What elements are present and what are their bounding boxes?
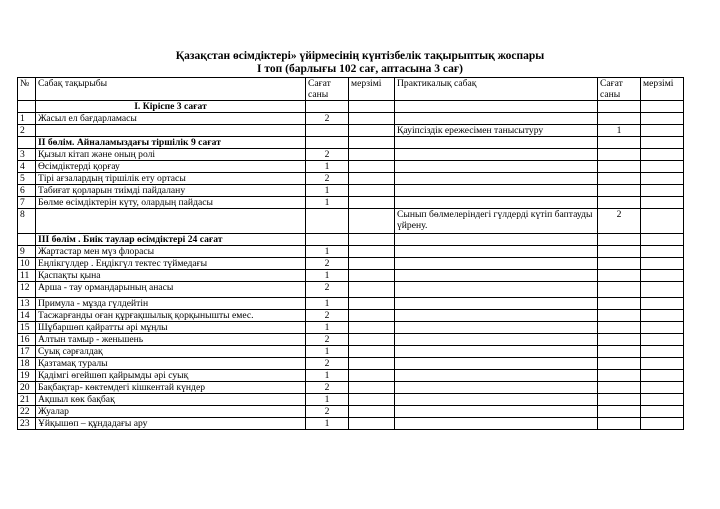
row-hours-practical [598, 322, 641, 334]
row-date [349, 258, 395, 270]
section-row [18, 137, 684, 149]
row-topic [36, 125, 306, 137]
table-row [18, 322, 684, 334]
row-date [349, 334, 395, 346]
row-date [349, 125, 395, 137]
row-date [349, 149, 395, 161]
row-number: 5 [18, 173, 36, 185]
row-hours: 2 [306, 113, 349, 125]
row-number: 4 [18, 161, 36, 173]
header-practical: Практикалық сабақ [395, 78, 598, 101]
row-hours-practical [598, 418, 641, 430]
row-date-practical [641, 258, 684, 270]
row-date [349, 370, 395, 382]
row-date [349, 418, 395, 430]
table-row [18, 125, 684, 137]
row-date [349, 346, 395, 358]
row-hours-practical [598, 406, 641, 418]
row-topic: Тасжарғанды оған құрғақшылық қорқынышты емес. [36, 310, 306, 322]
row-hours: 1 [306, 246, 349, 258]
header-date: мерзімі [349, 78, 395, 101]
row-hours-practical [598, 149, 641, 161]
row-hours: 1 [306, 418, 349, 430]
row-hours: 2 [306, 149, 349, 161]
table-row [18, 113, 684, 125]
row-number: 9 [18, 246, 36, 258]
row-hours: 1 [306, 270, 349, 282]
row-topic: Примула - мұзда гүлдейтін [36, 298, 306, 310]
row-topic: Жуалар [36, 406, 306, 418]
row-date [349, 161, 395, 173]
row-number: 19 [18, 370, 36, 382]
table-row [18, 310, 684, 322]
row-topic: Қаспақты қына [36, 270, 306, 282]
row-practical [395, 270, 598, 282]
row-number: 10 [18, 258, 36, 270]
table-row [18, 346, 684, 358]
table-row [18, 197, 684, 209]
row-practical [395, 346, 598, 358]
row-number: 6 [18, 185, 36, 197]
row-hours-practical [598, 113, 641, 125]
row-practical [395, 161, 598, 173]
row-date-practical [641, 149, 684, 161]
section-row [18, 234, 684, 246]
row-practical [395, 406, 598, 418]
table-row [18, 382, 684, 394]
table-row [18, 394, 684, 406]
row-hours-practical [598, 185, 641, 197]
row-practical [395, 382, 598, 394]
row-hours: 1 [306, 370, 349, 382]
row-date [349, 113, 395, 125]
section-row [18, 101, 684, 113]
row-date-practical [641, 197, 684, 209]
row-practical [395, 322, 598, 334]
row-hours: 1 [306, 197, 349, 209]
row-practical: Қауіпсіздік ережесімен танысытуру [395, 125, 598, 137]
row-date-practical [641, 358, 684, 370]
row-practical [395, 197, 598, 209]
row-topic: Қызыл кітап және оның ролі [36, 149, 306, 161]
section-num-cell [18, 234, 36, 246]
row-number: 23 [18, 418, 36, 430]
row-date-practical [641, 125, 684, 137]
section-empty-cell [641, 234, 684, 246]
section-empty-cell [349, 234, 395, 246]
row-date [349, 406, 395, 418]
row-hours-practical [598, 346, 641, 358]
section-title: III бөлім . Биік таулар өсімдіктері 24 сағат [36, 234, 306, 246]
table-row [18, 298, 684, 310]
row-hours: 2 [306, 382, 349, 394]
row-number: 22 [18, 406, 36, 418]
section-title: II бөлім. Айналамыздағы тіршілік 9 сағат [36, 137, 306, 149]
row-practical [395, 149, 598, 161]
row-practical [395, 418, 598, 430]
row-number: 15 [18, 322, 36, 334]
section-empty-cell [349, 137, 395, 149]
header-hours-practical: Сағат саны [598, 78, 641, 101]
row-date-practical [641, 394, 684, 406]
document-title: Қазақстан өсімдіктері» үйірмесінің күнтізбелік тақырыптық жоспары [175, 50, 545, 62]
row-number: 2 [18, 125, 36, 137]
row-hours-practical [598, 334, 641, 346]
section-title: I. Кіріспе 3 сағат [36, 101, 306, 113]
row-date-practical [641, 298, 684, 310]
row-hours-practical [598, 258, 641, 270]
section-empty-cell [306, 137, 349, 149]
row-number: 18 [18, 358, 36, 370]
row-hours-practical: 2 [598, 209, 641, 234]
section-empty-cell [641, 101, 684, 113]
row-hours-practical [598, 394, 641, 406]
row-date-practical [641, 310, 684, 322]
row-date-practical [641, 282, 684, 298]
row-date-practical [641, 161, 684, 173]
row-topic: Еңлікгүлдер . Еңдікгүл тектес түймедағы [36, 258, 306, 270]
section-empty-cell [598, 101, 641, 113]
row-topic: Жасыл ел бағдарламасы [36, 113, 306, 125]
section-empty-cell [306, 101, 349, 113]
row-hours: 2 [306, 310, 349, 322]
row-date-practical [641, 382, 684, 394]
table-row [18, 406, 684, 418]
section-empty-cell [598, 234, 641, 246]
row-hours: 2 [306, 258, 349, 270]
row-topic: Ақшыл көк бақбақ [36, 394, 306, 406]
row-number: 21 [18, 394, 36, 406]
row-date [349, 270, 395, 282]
row-number: 12 [18, 282, 36, 298]
row-hours-practical [598, 382, 641, 394]
row-practical [395, 370, 598, 382]
row-date [349, 298, 395, 310]
row-topic: Өсімдіктерді қорғау [36, 161, 306, 173]
table-row [18, 282, 684, 298]
row-date-practical [641, 370, 684, 382]
row-date [349, 394, 395, 406]
row-number: 13 [18, 298, 36, 310]
row-topic: Арша - тау ормандарының анасы [36, 282, 306, 298]
row-hours-practical [598, 246, 641, 258]
row-practical [395, 298, 598, 310]
row-number: 14 [18, 310, 36, 322]
table-row [18, 370, 684, 382]
row-practical [395, 310, 598, 322]
row-number: 20 [18, 382, 36, 394]
row-practical [395, 334, 598, 346]
header-num: № [18, 78, 36, 101]
row-hours: 1 [306, 298, 349, 310]
row-hours [306, 125, 349, 137]
row-number: 17 [18, 346, 36, 358]
section-empty-cell [598, 137, 641, 149]
row-topic: Суық сәрғалдақ [36, 346, 306, 358]
row-date [349, 197, 395, 209]
row-date [349, 322, 395, 334]
row-topic: Қазтамақ туралы [36, 358, 306, 370]
row-topic: Тірі ағзалардың тіршілік ету ортасы [36, 173, 306, 185]
row-practical [395, 358, 598, 370]
row-hours-practical [598, 358, 641, 370]
table-row [18, 185, 684, 197]
row-topic [36, 209, 306, 234]
row-date-practical [641, 185, 684, 197]
row-date-practical [641, 334, 684, 346]
row-hours-practical [598, 270, 641, 282]
row-date [349, 185, 395, 197]
row-date-practical [641, 406, 684, 418]
row-date-practical [641, 322, 684, 334]
row-hours: 1 [306, 346, 349, 358]
row-date [349, 246, 395, 258]
plan-table [17, 77, 684, 430]
row-hours-practical [598, 161, 641, 173]
document-subtitle: I топ (барлығы 102 сағ, аптасына 3 сағ) [257, 63, 463, 75]
row-topic: Бөлме өсімдіктерін күту, олардың пайдасы [36, 197, 306, 209]
table-row [18, 149, 684, 161]
table-row [18, 209, 684, 234]
section-empty-cell [306, 234, 349, 246]
header-topic: Сабақ тақырыбы [36, 78, 306, 101]
row-date [349, 382, 395, 394]
table-row [18, 358, 684, 370]
row-date-practical [641, 209, 684, 234]
row-practical [395, 394, 598, 406]
row-hours: 1 [306, 185, 349, 197]
row-practical [395, 173, 598, 185]
table-row [18, 161, 684, 173]
row-number: 8 [18, 209, 36, 234]
header-row [18, 78, 684, 101]
section-empty-cell [395, 234, 598, 246]
row-topic: Шұбаршөп қайратты әрі мұңлы [36, 322, 306, 334]
row-number: 7 [18, 197, 36, 209]
table-row [18, 258, 684, 270]
row-hours: 1 [306, 394, 349, 406]
row-hours-practical [598, 298, 641, 310]
row-topic: Бақбақтар- көктемдегі кішкентай күндер [36, 382, 306, 394]
row-number: 3 [18, 149, 36, 161]
row-number: 16 [18, 334, 36, 346]
row-hours-practical [598, 310, 641, 322]
row-topic: Табиғат қорларын тиімді пайдалану [36, 185, 306, 197]
row-hours: 2 [306, 173, 349, 185]
row-hours-practical [598, 282, 641, 298]
section-empty-cell [395, 137, 598, 149]
section-empty-cell [349, 101, 395, 113]
row-date [349, 173, 395, 185]
row-date-practical [641, 346, 684, 358]
row-practical [395, 282, 598, 298]
row-hours [306, 209, 349, 234]
row-date [349, 209, 395, 234]
row-date [349, 358, 395, 370]
row-number: 11 [18, 270, 36, 282]
header-date-practical: мерзімі [641, 78, 684, 101]
row-hours: 1 [306, 161, 349, 173]
row-date-practical [641, 113, 684, 125]
row-hours-practical [598, 197, 641, 209]
row-topic: Ұйқышөп – құндадағы ару [36, 418, 306, 430]
header-hours: Сағат саны [306, 78, 349, 101]
section-empty-cell [641, 137, 684, 149]
row-date [349, 310, 395, 322]
row-hours-practical [598, 370, 641, 382]
table-row [18, 334, 684, 346]
row-practical [395, 113, 598, 125]
row-practical: Сынып бөлмелеріндегі гүлдерді күтіп баптауды үйрену. [395, 209, 598, 234]
plan-body [18, 101, 684, 430]
row-date-practical [641, 418, 684, 430]
table-row [18, 173, 684, 185]
row-date-practical [641, 173, 684, 185]
table-row [18, 246, 684, 258]
row-hours: 2 [306, 358, 349, 370]
row-topic: Алтын тамыр - женьшень [36, 334, 306, 346]
row-hours: 1 [306, 322, 349, 334]
row-practical [395, 185, 598, 197]
table-row [18, 270, 684, 282]
row-hours: 2 [306, 334, 349, 346]
row-date-practical [641, 270, 684, 282]
row-date-practical [641, 246, 684, 258]
row-topic: Жартастар мен мүз флорасы [36, 246, 306, 258]
row-hours-practical: 1 [598, 125, 641, 137]
row-hours: 2 [306, 282, 349, 298]
row-hours: 2 [306, 406, 349, 418]
section-empty-cell [395, 101, 598, 113]
row-hours-practical [598, 173, 641, 185]
row-date [349, 282, 395, 298]
section-num-cell [18, 101, 36, 113]
section-num-cell [18, 137, 36, 149]
table-row [18, 418, 684, 430]
row-topic: Қадімгі өгейшөп қайрымды әрі суық [36, 370, 306, 382]
row-number: 1 [18, 113, 36, 125]
row-practical [395, 258, 598, 270]
row-practical [395, 246, 598, 258]
